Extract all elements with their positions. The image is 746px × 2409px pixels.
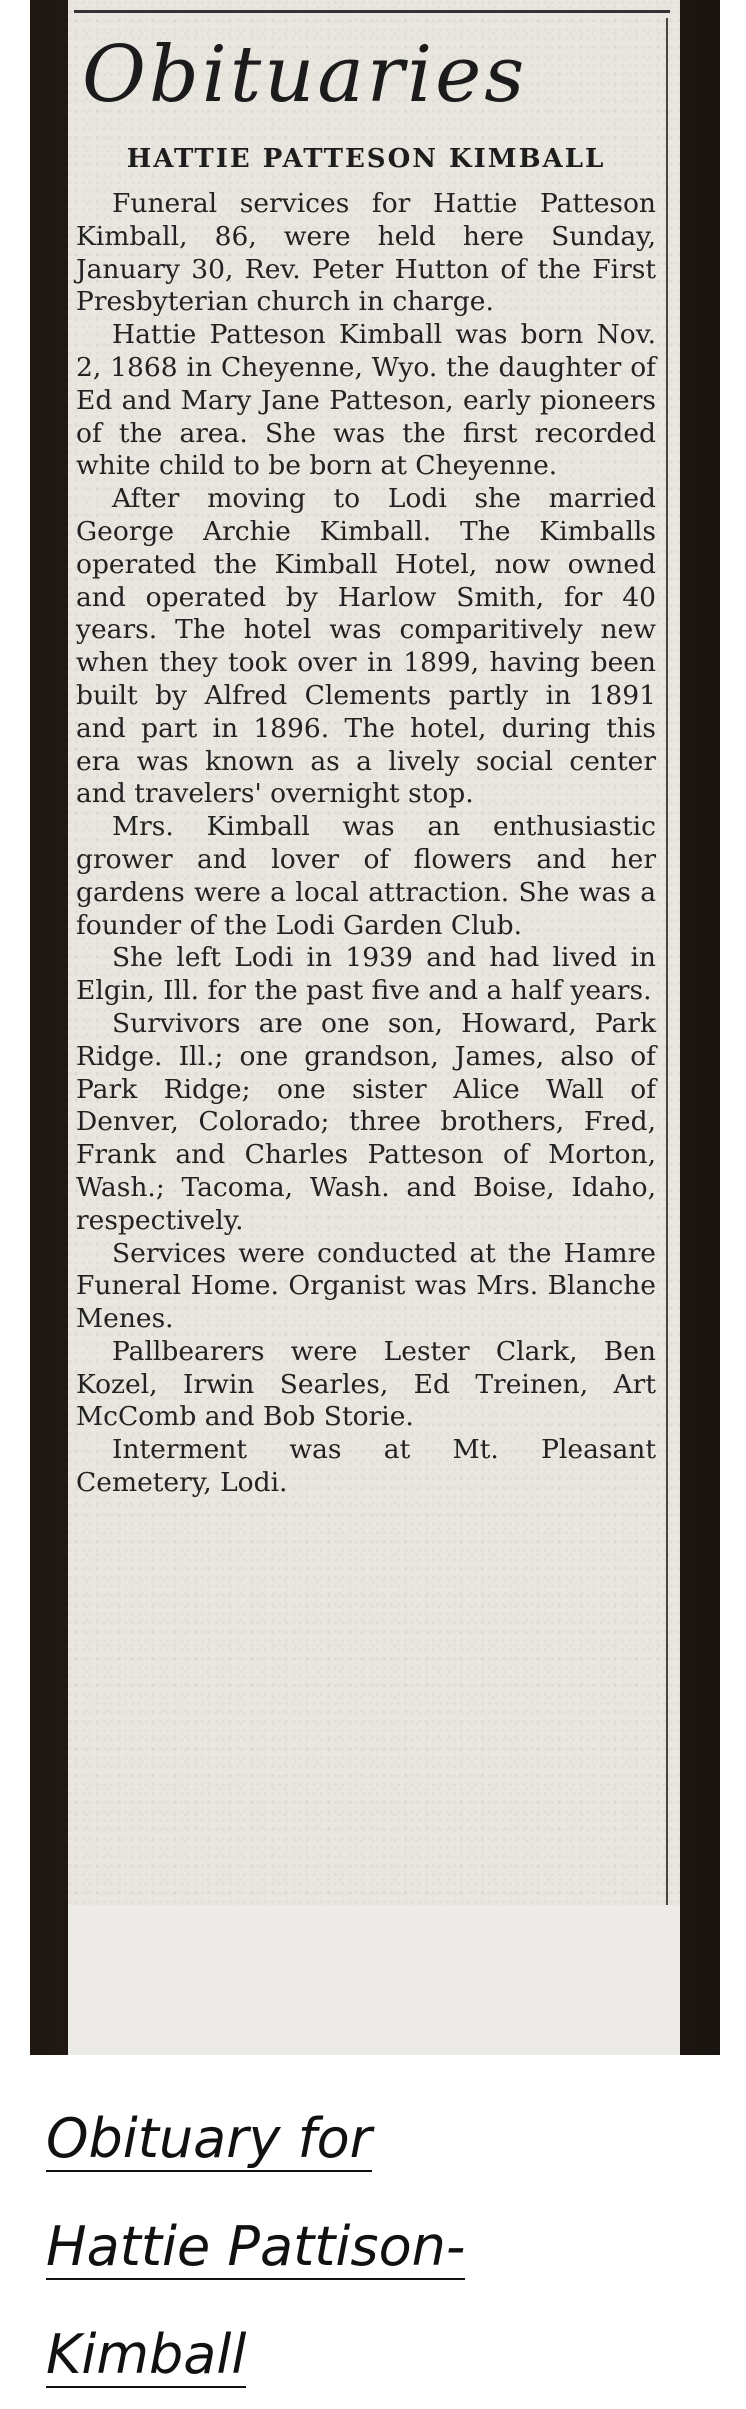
paragraph-survivors: Survivors are one son, Howard, Park Ridge. Ill.; one grandson, James, also of Park Ridge; one sister Alice Wall of Denver, Colorado; three brothers, Fred, Frank and Charles Patteson of Morton, Wash.; Tacoma, Wash. and Boise, Idaho, respectively. [76, 1007, 656, 1236]
caption-line-3: Kimball [46, 2323, 247, 2386]
paragraph-birth: Hattie Patteson Kimball was born Nov. 2, 1868 in Cheyenne, Wyo. the daughter of Ed and Mary Jane Patteson, early pioneers of the area. She was the first recorded white child to be born at Cheyenne. [76, 319, 656, 482]
paragraph-hotel: After moving to Lodi she married George Archie Kimball. The Kimballs operated the Kimball Hotel, now owned and operated by Harlow Smith, for 40 years. The hotel was comparitively new when they took over in 1899, having been built by Alfred Clements partly in 1891 and part in 1896. The hotel, during this era was known as a lively social center and travelers' overnight stop. [76, 483, 656, 810]
obituary-body [76, 188, 656, 1500]
newspaper-clipping [68, 0, 680, 2055]
caption-line-2: Hattie Pattison- [46, 2215, 466, 2278]
paragraph-services: Services were conducted at the Hamre Funeral Home. Organist was Mrs. Blanche Menes. [76, 1237, 656, 1335]
paragraph-garden: Mrs. Kimball was an enthusiastic grower and lover of flowers and her gardens were a local attraction. She was a founder of the Lodi Garden Club. [76, 811, 656, 941]
paragraph-funeral: Funeral services for Hattie Patteson Kimball, 86, were held here Sunday, January 30, Rev. Peter Hutton of the First Presbyterian church in charge. [76, 188, 656, 318]
column-rule [666, 18, 668, 1938]
photo-caption [46, 2085, 706, 2409]
masthead: Obituaries [82, 30, 528, 120]
caption-line-1: Obituary for [46, 2107, 372, 2170]
paragraph-elgin: She left Lodi in 1939 and had lived in Elgin, Ill. for the past five and a half years. [76, 942, 656, 1007]
paragraph-pallbearers: Pallbearers were Lester Clark, Ben Kozel, Irwin Searles, Ed Treinen, Art McComb and Bob Storie. [76, 1335, 656, 1433]
paragraph-interment: Interment was at Mt. Pleasant Cemetery, Lodi. [76, 1434, 656, 1499]
top-rule [74, 10, 670, 13]
clipping-margin [68, 1905, 680, 2055]
obituary-headline: HATTIE PATTESON KIMBALL [126, 144, 606, 174]
